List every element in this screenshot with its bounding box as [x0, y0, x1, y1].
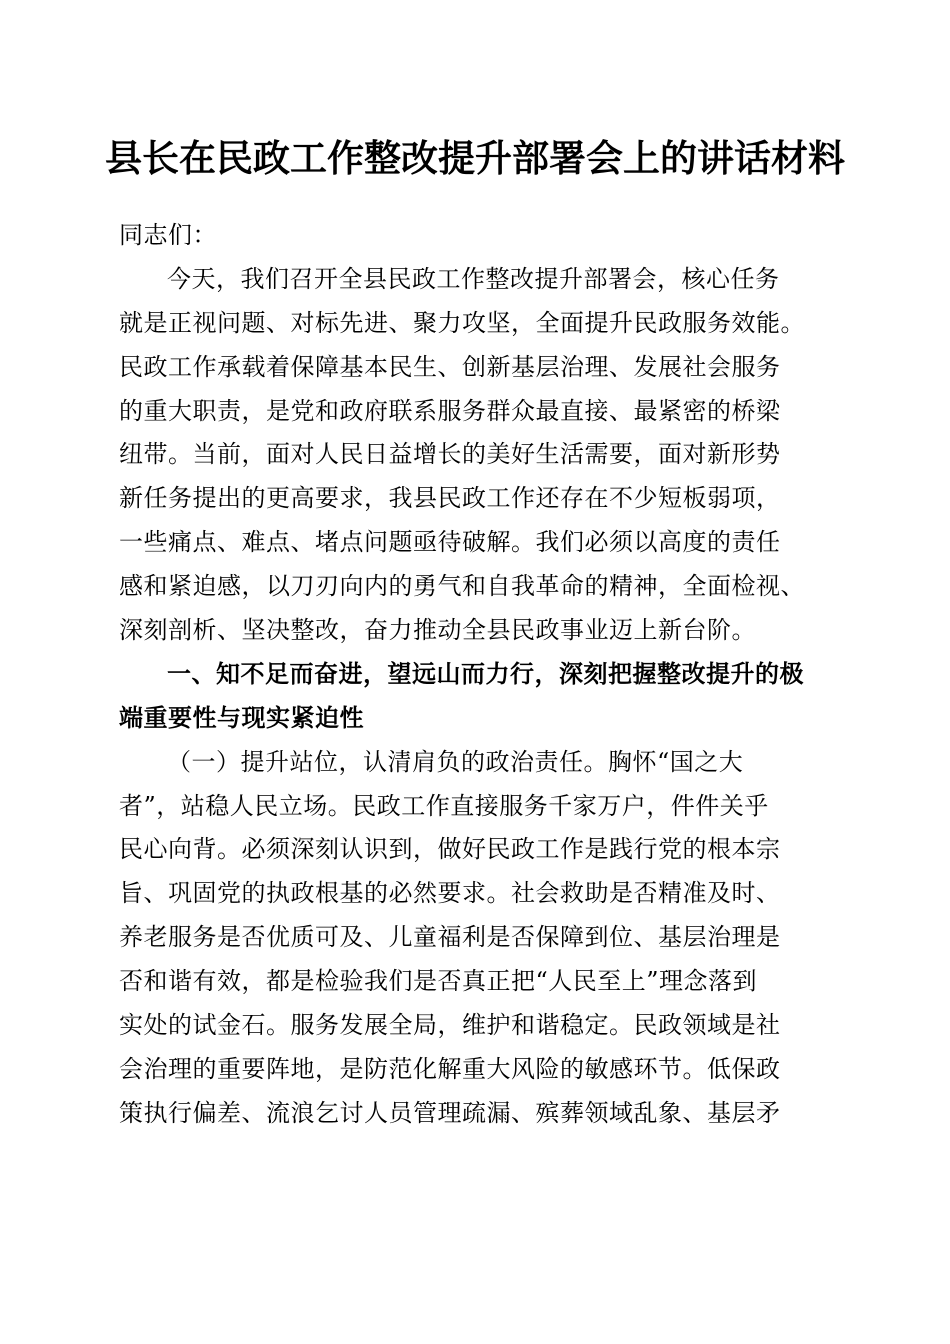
- paragraph-line: 一些痛点、难点、堵点问题亟待破解。我们必须以高度的责任: [119, 528, 781, 557]
- paragraph-line: 感和紧迫感，以刀刃向内的勇气和自我革命的精神，全面检视、: [119, 572, 805, 601]
- subsection-line: 会治理的重要阵地，是防范化解重大风险的敏感环节。低保政: [119, 1054, 781, 1083]
- paragraph-line: 民政工作承载着保障基本民生、创新基层治理、发展社会服务: [119, 352, 781, 381]
- subsection-line: （一）提升站位，认清肩负的政治责任。胸怀“国之大: [167, 747, 744, 776]
- subsection-line: 否和谐有效，都是检验我们是否真正把“人民至上”理念落到: [119, 967, 758, 996]
- paragraph-line: 今天，我们召开全县民政工作整改提升部署会，核心任务: [167, 264, 780, 293]
- subsection-line: 旨、巩固党的执政根基的必然要求。社会救助是否精准及时、: [119, 879, 781, 908]
- paragraph-line: 新任务提出的更高要求，我县民政工作还存在不少短板弱项，: [119, 484, 781, 513]
- subsection-line: 实处的试金石。服务发展全局，维护和谐稳定。民政领域是社: [119, 1011, 781, 1040]
- salutation: 同志们：: [119, 221, 217, 249]
- subsection-line: 民心向背。必须深刻认识到，做好民政工作是践行党的根本宗: [119, 835, 781, 864]
- paragraph-line: 就是正视问题、对标先进、聚力攻坚，全面提升民政服务效能。: [119, 308, 805, 337]
- paragraph-line: 的重大职责，是党和政府联系服务群众最直接、最紧密的桥梁: [119, 396, 781, 425]
- subsection-line: 策执行偏差、流浪乞讨人员管理疏漏、殡葬领域乱象、基层矛: [119, 1098, 781, 1127]
- section-heading-line: 一、知不足而奋进，望远山而力行，深刻把握整改提升的极: [167, 659, 804, 688]
- paragraph-line: 深刻剖析、坚决整改，奋力推动全县民政事业迈上新台阶。: [119, 616, 756, 645]
- subsection-line: 者”，站稳人民立场。民政工作直接服务千家万户，件件关乎: [119, 791, 769, 820]
- paragraph-line: 纽带。当前，面对人民日益增长的美好生活需要，面对新形势: [119, 440, 781, 469]
- document-title: 县长在民政工作整改提升部署会上的讲话材料: [105, 136, 845, 180]
- section-heading-line: 端重要性与现实紧迫性: [119, 703, 364, 732]
- document-body: [119, 214, 839, 1136]
- subsection-line: 养老服务是否优质可及、儿童福利是否保障到位、基层治理是: [119, 923, 781, 952]
